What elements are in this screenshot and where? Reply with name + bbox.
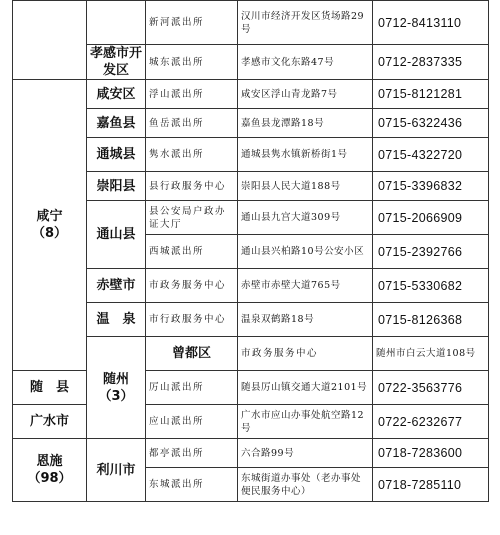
province-cell xyxy=(13,80,87,371)
city-cell xyxy=(87,1,146,45)
station-cell: 鱼岳派出所 xyxy=(146,109,238,138)
station-cell: 东城派出所 xyxy=(146,468,238,502)
address-cell: 通山县兴柏路10号公安小区 xyxy=(238,235,373,269)
phone-cell: 0712-2837335 xyxy=(373,45,489,80)
phone-cell: 0715-3396832 xyxy=(373,172,489,201)
address-cell: 孝感市文化东路47号 xyxy=(238,45,373,80)
station-cell: 西城派出所 xyxy=(146,235,238,269)
station-cell: 市政务服务中心 xyxy=(146,269,238,303)
phone-cell: 0718-7285110 xyxy=(373,468,489,502)
province-cell xyxy=(87,337,146,439)
address-cell: 随县厉山镇交通大道2101号 xyxy=(238,371,373,405)
address-cell: 东城街道办事处（老办事处便民服务中心） xyxy=(238,468,373,502)
address-cell: 崇阳县人民大道188号 xyxy=(238,172,373,201)
address-cell: 赤壁市赤壁大道765号 xyxy=(238,269,373,303)
station-cell: 市行政服务中心 xyxy=(146,303,238,337)
city-cell: 利川市 xyxy=(87,439,146,502)
city-cell: 孝感市开发区 xyxy=(87,45,146,80)
station-cell: 县公安局户政办证大厅 xyxy=(146,201,238,235)
table-row xyxy=(13,439,489,468)
station-cell: 厉山派出所 xyxy=(146,371,238,405)
phone-cell: 0715-2066909 xyxy=(373,201,489,235)
province-count: （8） xyxy=(31,226,68,241)
address-cell: 汉川市经济开发区货场路29号 xyxy=(238,1,373,45)
phone-cell: 0715-8126368 xyxy=(373,303,489,337)
province-cell xyxy=(13,1,87,80)
province-count: （98） xyxy=(27,471,72,486)
address-cell: 咸安区浮山青龙路7号 xyxy=(238,80,373,109)
station-table xyxy=(12,0,489,502)
province-cell xyxy=(13,439,87,502)
police-station-table xyxy=(12,0,488,535)
phone-cell: 0718-7283600 xyxy=(373,439,489,468)
phone-cell: 0722-6232677 xyxy=(373,405,489,439)
city-cell: 崇阳县 xyxy=(87,172,146,201)
phone-cell: 0715-6322436 xyxy=(373,109,489,138)
phone-cell: 0715-4322720 xyxy=(373,138,489,172)
address-cell: 温泉双鹤路18号 xyxy=(238,303,373,337)
address-cell: 通山县九宫大道309号 xyxy=(238,201,373,235)
address-cell: 随州市白云大道108号 xyxy=(373,337,489,371)
province-count: （3） xyxy=(98,388,134,404)
station-cell: 都亭派出所 xyxy=(146,439,238,468)
city-cell: 广水市 xyxy=(13,405,87,439)
station-cell: 隽水派出所 xyxy=(146,138,238,172)
table-row xyxy=(13,405,489,439)
phone-cell: 0715-5330682 xyxy=(373,269,489,303)
province-name: 咸宁 xyxy=(36,209,63,224)
address-cell: 六合路99号 xyxy=(238,439,373,468)
table-row xyxy=(13,80,489,109)
city-cell: 曾都区 xyxy=(146,337,238,371)
station-cell: 城东派出所 xyxy=(146,45,238,80)
city-cell: 温 泉 xyxy=(87,303,146,337)
city-cell: 赤壁市 xyxy=(87,269,146,303)
station-cell: 新河派出所 xyxy=(146,1,238,45)
phone-cell: 0715-8121281 xyxy=(373,80,489,109)
address-cell: 嘉鱼县龙潭路18号 xyxy=(238,109,373,138)
table-row xyxy=(13,371,489,405)
city-cell: 通城县 xyxy=(87,138,146,172)
phone-cell: 0722-3563776 xyxy=(373,371,489,405)
city-cell: 随 县 xyxy=(13,371,87,405)
address-cell: 广水市应山办事处航空路12号 xyxy=(238,405,373,439)
station-cell: 市政务服务中心 xyxy=(238,337,373,371)
address-cell: 通城县隽水镇新桥街1号 xyxy=(238,138,373,172)
province-name: 随州 xyxy=(102,371,129,387)
station-cell: 应山派出所 xyxy=(146,405,238,439)
province-name: 恩施 xyxy=(36,454,63,469)
station-cell: 浮山派出所 xyxy=(146,80,238,109)
phone-cell: 0712-8413110 xyxy=(373,1,489,45)
city-cell: 嘉鱼县 xyxy=(87,109,146,138)
phone-cell: 0715-2392766 xyxy=(373,235,489,269)
table-row xyxy=(13,1,489,45)
city-cell: 咸安区 xyxy=(87,80,146,109)
city-cell: 通山县 xyxy=(87,201,146,269)
station-cell: 县行政服务中心 xyxy=(146,172,238,201)
